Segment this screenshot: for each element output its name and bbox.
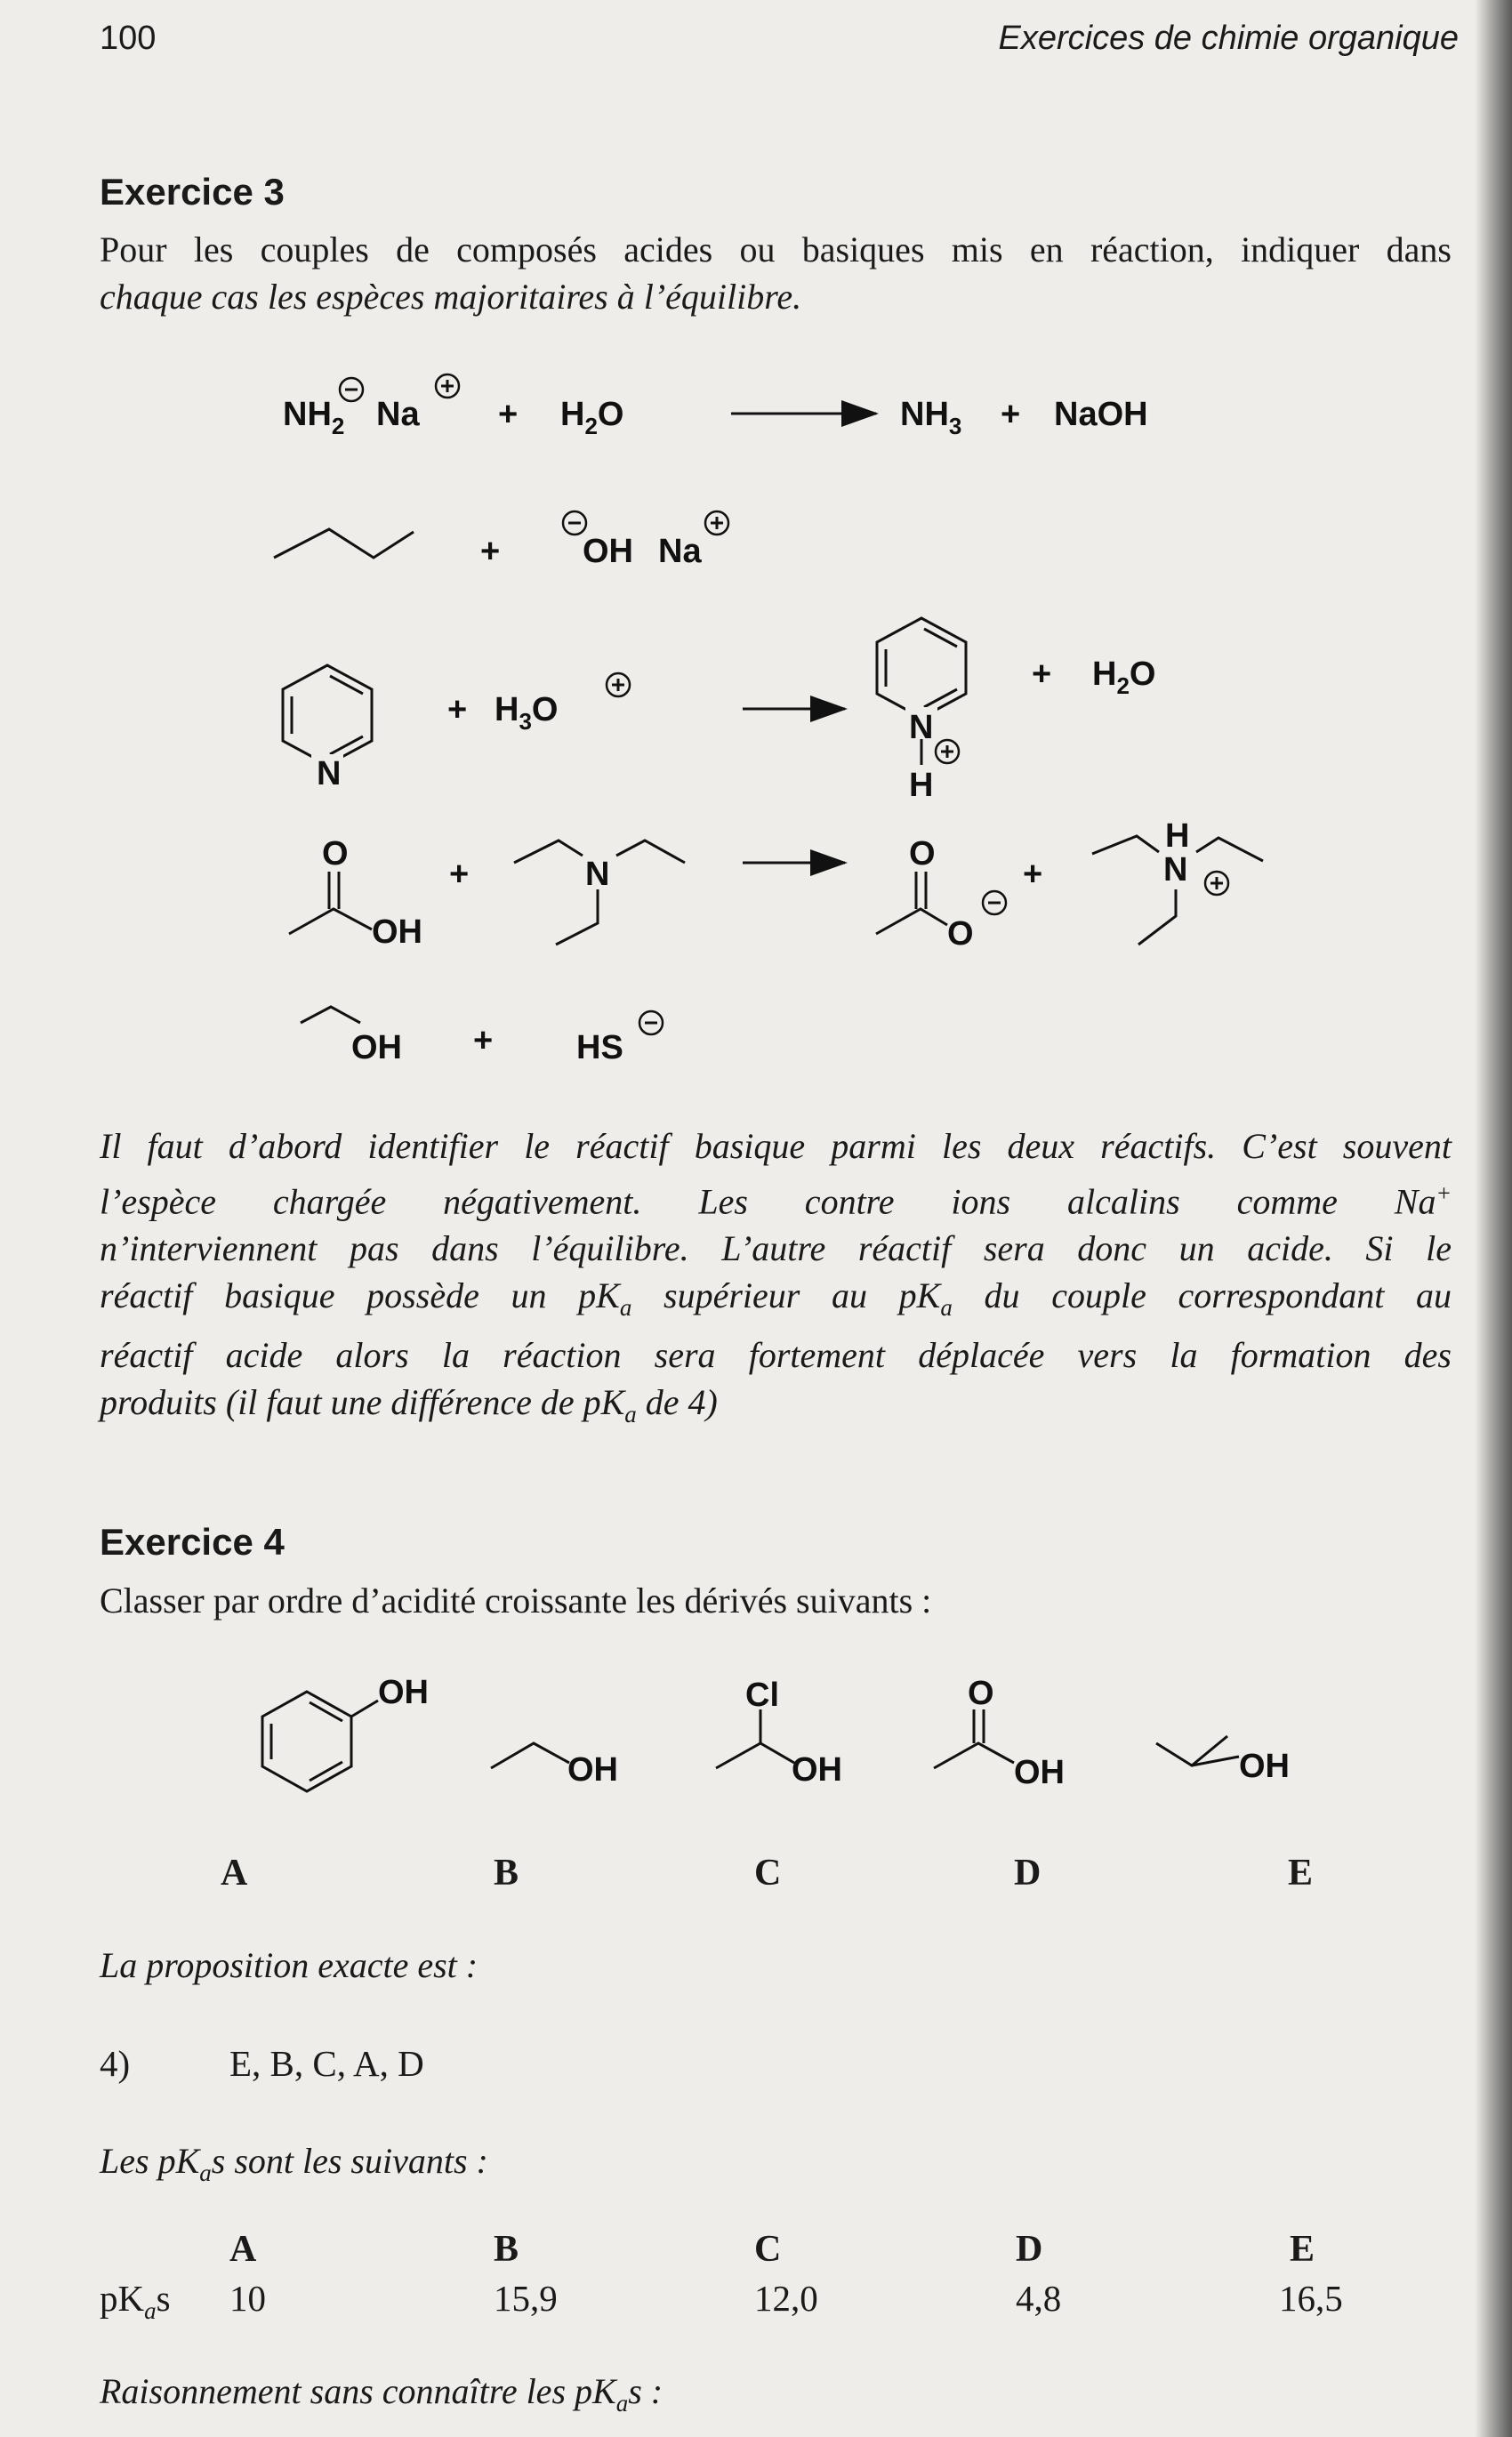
pka-row-label: $pK_as$ — [100, 2278, 171, 2325]
ammonium-n: N — [1163, 851, 1188, 889]
answer-line: produits (il faut une différence de $pK_a$ de 4) — [100, 1382, 718, 1428]
plus-sign: + — [473, 1022, 494, 1059]
proposal-number: 4) — [100, 2043, 131, 2084]
answer-line: n’interviennent pas dans l’équilibre. L’autre réactif sera donc un acide. Si le — [100, 1228, 1452, 1269]
pka-value-a: 10 — [229, 2278, 266, 2319]
exercise-4-statement: Classer par ordre d’acidité croissante les dérivés suivants : — [100, 1580, 932, 1621]
acid-oh: OH — [372, 913, 422, 951]
naoh-label: NaOH — [1054, 396, 1148, 433]
compound-b-skeleton — [491, 1743, 569, 1768]
exercise-3-title: Exercice 3 — [100, 171, 285, 213]
plus-sign: + — [449, 856, 470, 893]
pyridinium-h: H — [909, 767, 934, 804]
proposal-label: La proposition exacte est : — [100, 1945, 479, 1985]
answer-line: l’espèce chargée négativement. Les contre ions alcalins comme Na+ — [100, 1180, 1452, 1222]
reaction-1 — [283, 374, 1148, 439]
amide-nh2: $NH_2$ — [283, 396, 345, 439]
compound-c-label: C — [754, 1853, 782, 1894]
compound-b-oh: OH — [567, 1751, 618, 1789]
compound-d-label: D — [1014, 1853, 1042, 1894]
pyridine-ring — [283, 665, 372, 765]
acetate-skeleton — [876, 872, 947, 934]
ethanol-skeleton — [301, 1007, 360, 1023]
reaction-5 — [301, 1007, 663, 1066]
plus-sign: + — [1023, 856, 1043, 893]
plus-sign: + — [480, 533, 501, 570]
ammonia-label: $NH_3$ — [900, 396, 962, 439]
hydronium-label: $H_3O$ — [495, 691, 559, 735]
sodium-label: Na — [376, 396, 420, 433]
pka-col-b: B — [494, 2229, 519, 2270]
pka-col-e: E — [1290, 2229, 1315, 2270]
answer-line: réactif basique possède un $pK_a$ supérieur au $pK_a$ du couple correspondant au — [100, 1275, 1452, 1322]
page-number: 100 — [100, 20, 157, 57]
pka-value-e: 16,5 — [1279, 2278, 1343, 2319]
pyridinium-n: N — [909, 709, 934, 746]
acetate-o: O — [947, 915, 974, 953]
page-shadow-edge — [1475, 0, 1512, 2437]
acetic-acid-skeleton — [289, 872, 372, 934]
compound-d-skeleton — [934, 1743, 1014, 1768]
ammonium-h: H — [1165, 817, 1190, 855]
compound-d-oh: OH — [1014, 1754, 1065, 1791]
pka-value-d: 4,8 — [1016, 2278, 1062, 2319]
water-label: $H_2O$ — [560, 396, 624, 439]
ethanol-oh: OH — [351, 1029, 402, 1066]
plus-sign: + — [1001, 396, 1021, 433]
amine-n: N — [585, 856, 610, 893]
pka-col-a: A — [229, 2229, 257, 2270]
compound-e-oh: OH — [1239, 1748, 1290, 1785]
water-product-label: $H_2O$ — [1092, 655, 1156, 699]
answer-line: Il faut d’abord identifier le réactif basique parmi les deux réactifs. C’est souvent — [100, 1126, 1452, 1166]
book-title: Exercices de chimie organique — [998, 20, 1459, 57]
compound-a-label: A — [221, 1853, 248, 1894]
pka-intro: Les $pK_as$ sont les suivants : — [100, 2141, 488, 2186]
compound-e-label: E — [1288, 1853, 1314, 1894]
proposal-value: E, B, C, A, D — [229, 2043, 424, 2084]
plus-sign: + — [447, 691, 468, 728]
compound-c-oh: OH — [792, 1751, 842, 1789]
reaction-2 — [274, 511, 728, 570]
compound-c-cl: Cl — [745, 1677, 779, 1714]
exercise-3-statement-line2: chaque cas les espèces majoritaires à l’équilibre. — [100, 277, 802, 317]
compounds-row — [0, 1654, 1512, 1814]
pka-value-c: 12,0 — [754, 2278, 818, 2319]
carbonyl-o: O — [322, 835, 349, 873]
sodium-label: Na — [658, 533, 702, 570]
compound-c-skeleton — [716, 1743, 794, 1768]
compound-d-o: O — [968, 1675, 994, 1712]
acetate-carbonyl-o: O — [909, 835, 936, 873]
pka-col-d: D — [1016, 2229, 1043, 2270]
butane-skeleton — [274, 529, 414, 558]
pka-value-b: 15,9 — [494, 2278, 558, 2319]
reaction-4 — [289, 817, 1263, 953]
answer-line: réactif acide alors la réaction sera fortement déplacée vers la formation des — [100, 1335, 1452, 1376]
pyridine-n: N — [317, 755, 342, 792]
compound-b-label: B — [494, 1853, 519, 1894]
compound-a-oh: OH — [378, 1674, 429, 1711]
plus-sign: + — [1032, 655, 1052, 693]
hydrosulfide-label: HS — [576, 1029, 623, 1066]
hydroxide-label: OH — [583, 533, 633, 570]
pka-col-c: C — [754, 2229, 782, 2270]
reaction-scheme — [0, 347, 1512, 1103]
reasoning-heading: Raisonnement sans connaître les $pK_as$ : — [100, 2371, 664, 2417]
compound-a-phenol — [262, 1692, 378, 1791]
exercise-3-statement-line1: Pour les couples de composés acides ou basiques mis en réaction, indiquer dans — [100, 229, 1452, 269]
exercise-3-answer — [100, 1122, 1452, 1438]
plus-sign: + — [498, 396, 519, 433]
reaction-3 — [283, 618, 1155, 804]
exercise-4-title: Exercice 4 — [100, 1521, 285, 1563]
